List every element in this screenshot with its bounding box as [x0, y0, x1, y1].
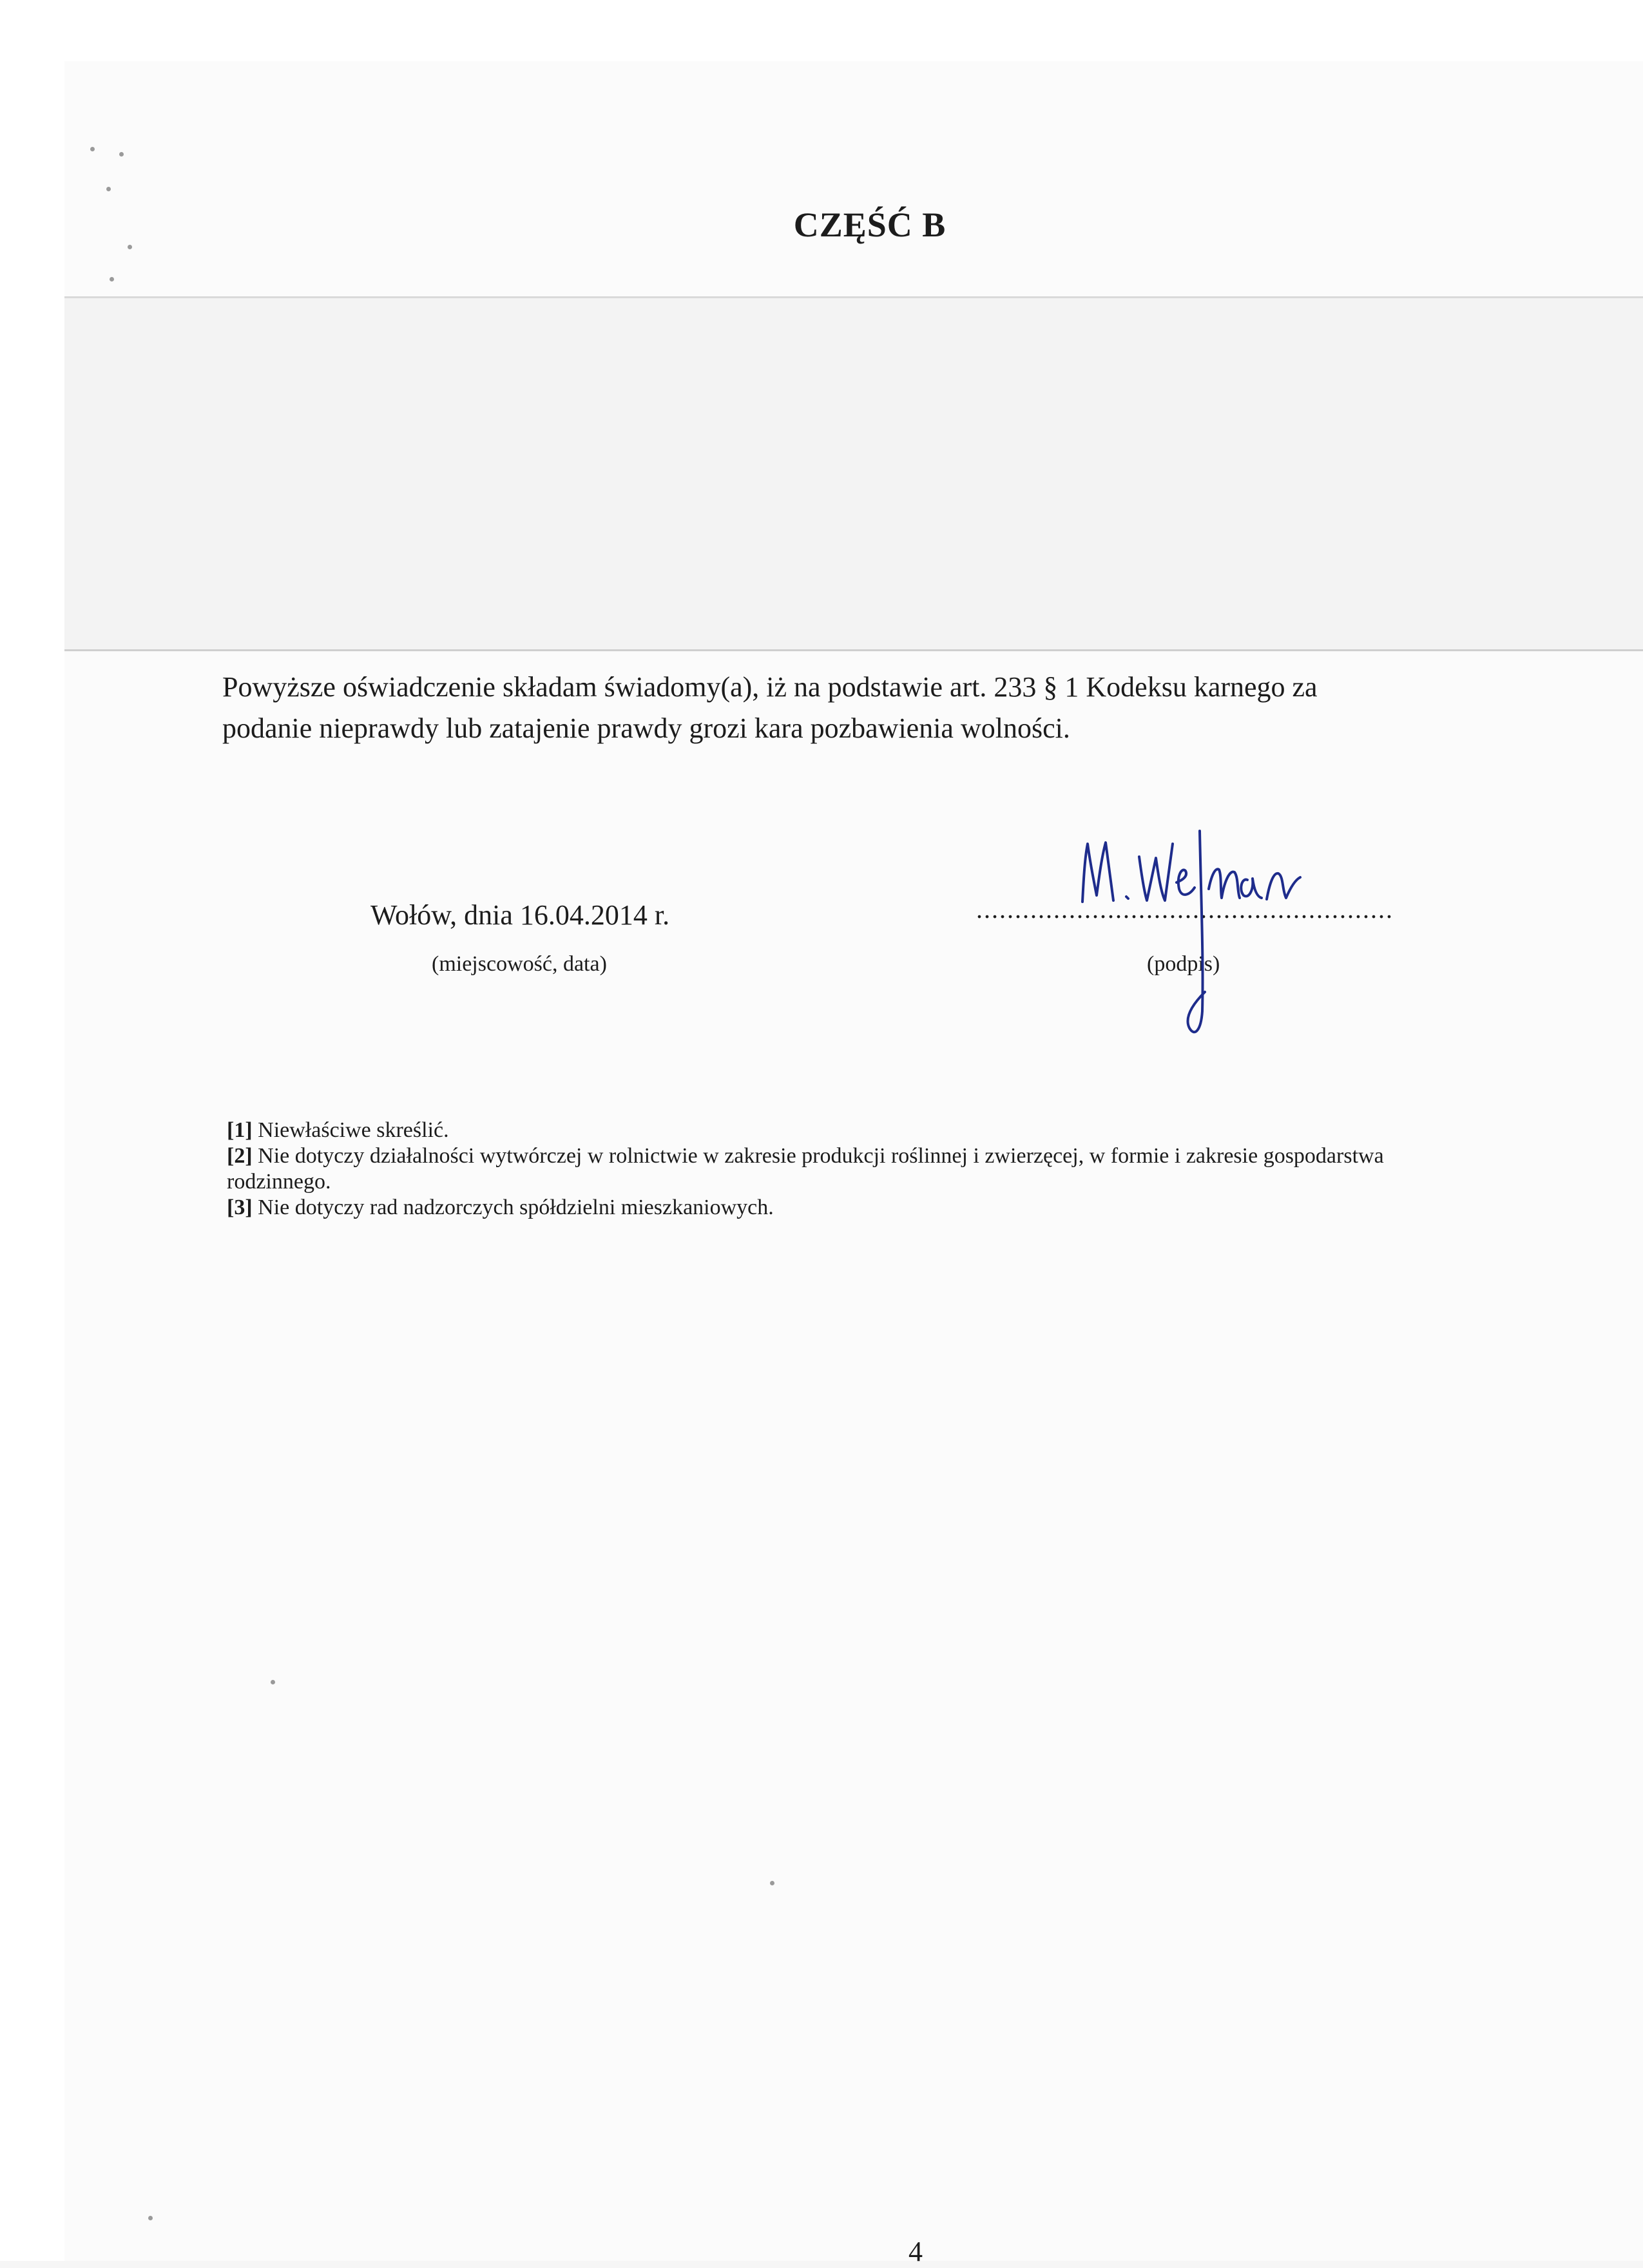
footnote-2 [227, 1143, 1483, 1195]
page-number: 4 [908, 2236, 923, 2267]
handwritten-signature [1057, 818, 1392, 1063]
place-date-caption: (miejscowość, data) [432, 952, 607, 976]
scan-speck [119, 152, 124, 157]
footnote-2-text: Nie dotyczy działalności wytwórczej w rolnictwie w zakresie produkcji roślinnej i zwierzęcej, w formie i zakresie gospodarstwa rodzinnego. [227, 1144, 1384, 1194]
footnote-3-text: Nie dotyczy rad nadzorczych spółdzielni mieszkaniowych. [252, 1196, 774, 1219]
footnotes [227, 1118, 1483, 1221]
section-title: CZĘŚĆ B [793, 205, 946, 244]
scan-speck [271, 1680, 275, 1684]
place-and-date: Wołów, dnia 16.04.2014 r. [370, 899, 670, 931]
scan-speck [110, 277, 114, 281]
footnote-2-ref: [2] [227, 1144, 253, 1168]
signature-caption: (podpis) [1147, 952, 1220, 976]
scan-speck [148, 2216, 153, 2220]
footnote-3 [227, 1195, 1483, 1221]
footnote-1-ref: [1] [227, 1118, 253, 1142]
footnote-3-ref: [3] [227, 1196, 253, 1219]
scan-margin-left [0, 0, 64, 2261]
statement-line-2: podanie nieprawdy lub zatajenie prawdy grozi kara pozbawienia wolności. [222, 712, 1070, 744]
scan-speck [106, 187, 111, 191]
declaration-statement [222, 667, 1498, 749]
footnote-1 [227, 1118, 1483, 1143]
scan-speck [770, 1881, 774, 1885]
scan-speck [90, 147, 95, 151]
scan-speck [128, 245, 132, 249]
footnote-1-text: Niewłaściwe skreślić. [252, 1118, 449, 1142]
scan-margin-top [0, 0, 1643, 61]
statement-line-1: Powyższe oświadczenie składam świadomy(a), iż na podstawie art. 233 § 1 Kodeksu karnego za [222, 671, 1318, 703]
overlapping-page-fold [64, 296, 1643, 651]
signature-line: ...................................................... [976, 895, 1394, 924]
